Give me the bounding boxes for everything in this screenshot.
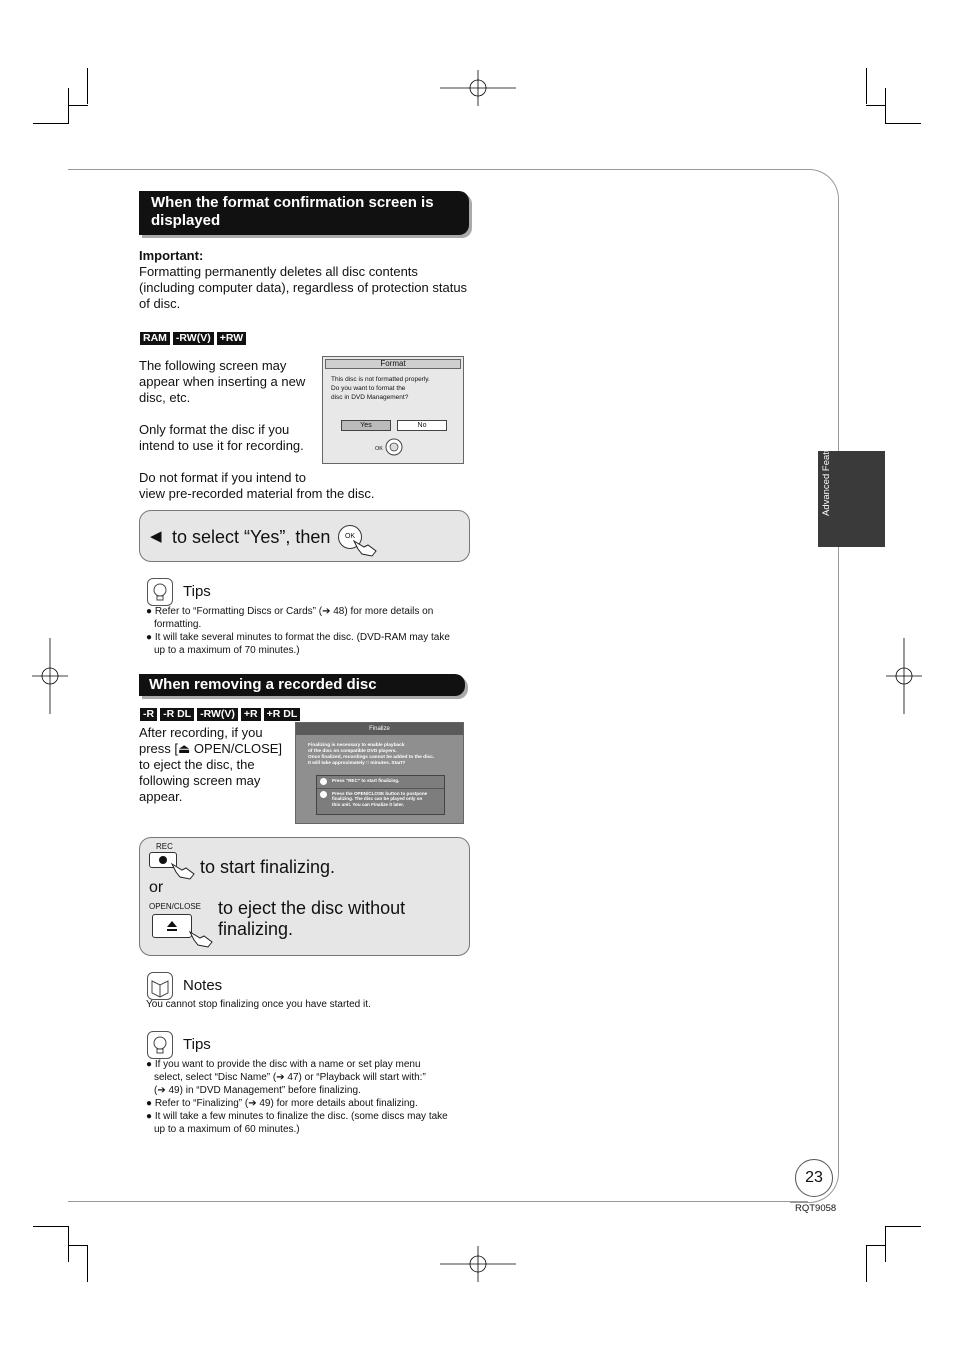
disc-tag: +R DL	[264, 708, 301, 721]
page-frame-bottom	[68, 1201, 808, 1202]
disc-tag: RAM	[140, 332, 170, 345]
format-screen: Format This disc is not formatted properly. Do you want to format the disc in DVD Management? Yes No OK	[322, 356, 464, 464]
crop-mark	[33, 1226, 69, 1227]
tips-item: ● It will take several minutes to format the disc. (DVD-RAM may take	[146, 632, 450, 643]
finalize-options: Press “REC” to start finalizing. Press the OPEN/CLOSE button to postpone finalizing. The disc can be played only on this unit. You can Finalize it later.	[316, 775, 445, 815]
crop-mark	[885, 1226, 921, 1227]
crop-mark	[68, 88, 69, 124]
remove-description: After recording, if you press [⏏ OPEN/CLOSE] to eject the disc, the following screen may appear.	[139, 725, 283, 804]
rec-button-label: REC	[156, 842, 173, 851]
crop-mark	[885, 123, 921, 124]
tips-item: ● It will take a few minutes to finalize the disc. (some discs may take	[146, 1111, 448, 1122]
tips-item: ● Refer to “Finalizing” (➔ 49) for more details about finalizing.	[146, 1098, 418, 1109]
start-finalizing-text: to start finalizing.	[200, 857, 336, 877]
crop-mark	[885, 1226, 886, 1262]
disc-tag: +R	[241, 708, 261, 721]
disc-tag: -RW(V)	[173, 332, 214, 345]
page-frame-right	[790, 169, 839, 1203]
left-arrow-icon: ◀	[150, 528, 162, 545]
crop-mark	[866, 105, 886, 106]
tips-title: Tips	[183, 1036, 211, 1053]
rec-option-icon	[320, 778, 327, 785]
open-close-button-label: OPEN/CLOSE	[149, 902, 202, 911]
page-frame-top	[68, 169, 808, 170]
tips-title: Tips	[183, 583, 211, 600]
pointing-hand-icon	[188, 928, 214, 948]
crop-mark	[68, 1226, 69, 1262]
open-close-button-icon	[152, 914, 192, 938]
notes-icon	[147, 972, 173, 1000]
navigation-dial-icon	[384, 437, 404, 457]
registration-mark	[32, 638, 68, 714]
format-section-heading: When the format confirmation screen is displayed	[139, 191, 469, 235]
or-text: or	[149, 879, 164, 896]
crop-mark	[87, 1246, 88, 1282]
ok-hint: OK	[375, 446, 383, 452]
tips-list: ● If you want to provide the disc with a name or set play menu select, select “Disc Name” (➔ 47) or “Playback will start with:” (➔ 49) in “DVD Management” before finalizing. ● Refer to “Finalizing” (➔ 49) for more details about finalizing. ● It will take a few minutes to finalize the disc. (some discs may take up to a maximum of 60 minutes.)	[146, 1058, 476, 1136]
format-no-option: No	[397, 420, 447, 431]
finalize-screen: Finalize Finalizing is necessary to enable playback of the disc on compatible DVD players. Once finalized, recordings cannot be added to the disc. It will take approximately □ minutes. Start? Press “REC” to start finalizing. Press the OPEN/CLOSE button to postpone finalizing. The disc can be played only on this unit. You can Finalize it later.	[295, 722, 464, 824]
format-instruction-panel	[139, 510, 470, 562]
page-number: 23	[795, 1159, 833, 1197]
crop-mark	[866, 1246, 867, 1282]
format-yes-option: Yes	[341, 420, 391, 431]
crop-mark	[33, 123, 69, 124]
instruction-text: to select “Yes”, then	[172, 527, 331, 547]
eject-text: to eject the disc without finalizing.	[218, 898, 406, 939]
disc-tag: -R DL	[160, 708, 194, 721]
crop-mark	[885, 88, 886, 124]
remove-section-heading: When removing a recorded disc	[139, 674, 465, 696]
disc-type-tags	[140, 328, 249, 346]
finalize-instruction-panel	[139, 837, 470, 956]
registration-mark	[440, 70, 516, 106]
pointing-hand-icon	[170, 860, 196, 880]
tips-list: ● Refer to “Formatting Discs or Cards” (➔ 48) for more details on formatting. ● It will take several minutes to format the disc. (DVD-RAM may take up to a maximum of 70 minutes.)	[146, 605, 476, 657]
ok-button-icon: OK	[338, 525, 362, 549]
tips-item: ● Refer to “Formatting Discs or Cards” (➔ 48) for more details on	[146, 606, 434, 617]
finalize-screen-title: Finalize	[296, 723, 463, 735]
disc-tag: -RW(V)	[197, 708, 238, 721]
crop-mark	[68, 105, 88, 106]
side-tab-label	[821, 476, 835, 516]
registration-mark	[440, 1246, 516, 1282]
document-code: RQT9058	[795, 1203, 837, 1214]
format-screen-title: Format	[325, 359, 461, 369]
crop-mark	[87, 68, 88, 104]
registration-mark	[886, 638, 922, 714]
notes-title: Notes	[183, 977, 223, 994]
tips-item: ● If you want to provide the disc with a name or set play menu	[146, 1059, 421, 1070]
disc-type-tags	[140, 704, 303, 722]
lightbulb-icon	[147, 1031, 173, 1059]
disc-tag: +RW	[217, 332, 246, 345]
disc-tag: -R	[140, 708, 157, 721]
crop-mark	[866, 1245, 886, 1246]
pointing-hand-icon	[352, 537, 378, 557]
important-note: Important: Formatting permanently deletes all disc contents (including computer data), regardless of protection status of disc.	[139, 248, 468, 311]
crop-mark	[68, 1245, 88, 1246]
format-description: The following screen may appear when inserting a new disc, etc. Only format the disc if you intend to use it for recording. Do not format if you intend to view pre-recorded material from the disc.	[139, 358, 375, 501]
notes-text: You cannot stop finalizing once you have started it.	[146, 999, 371, 1010]
eject-option-icon	[320, 791, 327, 798]
crop-mark	[866, 68, 867, 104]
lightbulb-icon	[147, 578, 173, 606]
